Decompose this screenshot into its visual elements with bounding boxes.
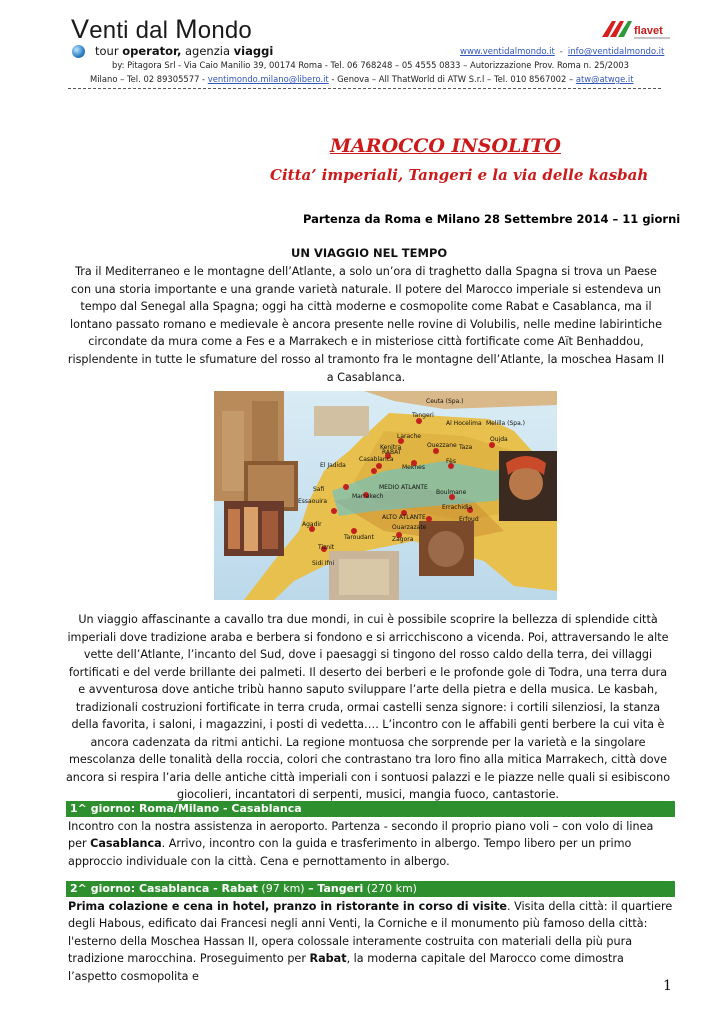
map-city-label: Al Hocelima <box>446 420 482 427</box>
day-2-heading-text: – Tangeri <box>308 882 364 895</box>
day-text-part: Incontro con la nostra assistenza in aeroporto. Partenza - secondo il proprio piano voli – con volo di linea per <box>68 820 654 851</box>
map-city-label: Melilla (Spa.) <box>486 420 526 427</box>
tagline-agency: agenzia <box>185 44 230 58</box>
globe-icon <box>72 45 85 58</box>
address-line-1: by: Pitagora Srl - Via Caio Manilio 39, 00174 Roma - Tel. 06 768248 – 05 4555 0833 – Autorizzazione Prov. Roma n. 25/2003 <box>112 60 629 70</box>
day-2-heading <box>66 881 675 897</box>
brand-part: ondo <box>197 17 252 44</box>
tagline <box>95 44 273 58</box>
map-city-label: ALTO ATLANTE <box>382 514 426 521</box>
page-subtitle: Citta’ imperiali, Tangeri e la via delle kasbah <box>270 166 649 184</box>
day-2-heading-distance: (270 km) <box>363 882 417 895</box>
map-city-label: Agadir <box>302 521 322 528</box>
tagline-tour: tour <box>95 44 119 58</box>
flavet-logo <box>600 17 672 43</box>
email-link[interactable]: info@ventidalmondo.it <box>567 47 665 57</box>
departure-info: Partenza da Roma e Milano 28 Settembre 2014 – 11 giorni <box>303 212 681 226</box>
map-city-label: Boulmane <box>436 489 467 496</box>
map-city-label: MEDIO ATLANTE <box>379 484 428 491</box>
header-links: www.ventidalmondo.it - info@ventidalmondo.it <box>460 47 665 57</box>
svg-text:flavet: flavet <box>634 25 663 37</box>
brand-initial-v: V <box>71 14 90 44</box>
tagline-viaggi: viaggi <box>233 44 274 58</box>
day-text-bold: Prima colazione e cena in hotel, pranzo in ristorante in corso di visite <box>68 900 508 913</box>
day-text-bold: Casablanca <box>90 837 162 851</box>
page-number: 1 <box>663 978 672 994</box>
map-city-label: Zagora <box>392 536 414 543</box>
website-link[interactable]: www.ventidalmondo.it <box>460 47 555 57</box>
milano-email-link[interactable]: ventimondo.milano@libero.it <box>207 74 329 84</box>
map-city-label: Larache <box>397 433 421 440</box>
page-title: MAROCCO INSOLITO <box>330 135 561 157</box>
day-1-heading <box>66 801 675 817</box>
atw-email-link[interactable]: atw@atwge.it <box>575 74 634 84</box>
day-text-part: . Visita della città: il quartiere degli Habous, edificato dai Francesi negli anni Venti, la Corniche e il monumento più famoso della città: l'esterno della Moschea Hassan II, opera colossale interamente costruita con materiali della più pura tradizione marocchina. Proseguimento per <box>68 900 673 966</box>
tagline-operator: operator, <box>122 44 182 58</box>
address-text: Milano – Tel. 02 89305577 - <box>90 74 208 84</box>
map-city-label: Casablanca <box>359 456 394 463</box>
map-city-label: Errachidia <box>442 504 473 511</box>
map-city-label: Taza <box>459 444 473 451</box>
day-text-part: . Arrivo, incontro con la guida e trasferimento in albergo. Tempo libero per un primo approccio individuale con la città. Cena e pernottamento in albergo. <box>68 837 632 868</box>
map-city-label: Safi <box>313 486 325 493</box>
day-text-bold: Rabat <box>309 952 347 966</box>
section-heading: UN VIAGGIO NEL TEMPO <box>291 246 448 260</box>
map-city-label: Meknes <box>402 464 425 471</box>
brand-part: enti dal <box>89 17 176 44</box>
header-divider <box>68 88 661 89</box>
day-text-part: , la moderna capitale del Marocco come dimostra l’aspetto cosmopolita e <box>68 952 624 983</box>
map-city-label: Sidi Ifni <box>312 560 335 567</box>
map-city-label: Ceuta (Spa.) <box>426 398 464 405</box>
day-2-text <box>68 898 674 985</box>
map-city-label: Essaouira <box>298 498 328 505</box>
brand-initial-m: M <box>175 14 198 44</box>
map-city-label: Kenitra <box>380 444 402 451</box>
map-city-label: Fès <box>446 458 456 465</box>
map-city-label: Marrakech <box>352 493 384 500</box>
description-paragraph: Un viaggio affascinante a cavallo tra due mondi, in cui è possibile scoprire la bellezza di splendide città imperiali dove tradizione araba e berbera si fondono e si arricchiscono a vicenda. Poi, attraversando le alte vette dell’Atlante, l’incanto del Sud, dove i paesaggi si tingono del rosso caldo della terra, dei villaggi fortificati e del verde brillante dei palmeti. Il deserto dei berberi e le profonde gole di Todra, una terra dura e avventurosa dove antiche tribù hanno saputo sviluppare l’arte della pietra e della musica. Le kasbah, tradizionali costruzioni fortificate in terra cruda, ormai castelli senza signore: i cortili silenziosi, la stanza della favorita, i saloni, i magazzini, i posti di vedetta…. L’incontro con le affabili genti berbere la cui vita è ancora cadenzata da ritmi antichi. La regione montuosa che sorprende per la varietà e la singolare mescolanza delle tonalità della roccia, colori che contrastano tra loro fino alla mitica Marrakech, città dove ancora si respira l’aria delle antiche città imperiali con i sontuosi palazzi e le piazze nelle quali si esibiscono giocolieri, incantatori di serpenti, musici, mangia fuoco, cantastorie. <box>65 613 671 801</box>
address-text: - Genova – All ThatWorld di ATW S.r.l – Tel. 010 8567002 – <box>328 74 576 84</box>
day-1-heading-text: 1^ giorno: Roma/Milano - Casablanca <box>70 802 302 815</box>
map-city-label: Tangeri <box>412 412 434 419</box>
brand-name <box>71 14 252 45</box>
day-2-heading-distance: (97 km) <box>257 882 309 895</box>
map-city-label: Erfoud <box>459 516 479 523</box>
map-city-label: Tiznit <box>318 544 335 551</box>
intro-paragraph: Tra il Mediterraneo e le montagne dell’Atlante, a solo un’ora di traghetto dalla Spagna si trova un Paese con una storia importante e una grande varietà naturale. Il potere del Marocco imperiale si estendeva un tempo dal Senegal alla Spagna; oggi ha città moderne e cosmopolite come Rabat e Casablanca, ma il lontano passato romano e medievale è ancora presente nelle rovine di Volubilis, nelle medine labirintiche circondate da mura come a Fes e a Marrakech e in misteriose città fortificate come Aït Benhaddou, risplendente in tutte le sfumature del rosso al tramonto fra le montagne dell’Atlante, la moschea Hasam II a Casablanca. <box>67 265 665 384</box>
map-city-label: Ouezzane <box>427 442 457 449</box>
day-1-text <box>68 818 674 870</box>
map-city-label: Ouarzazate <box>392 524 427 531</box>
map-city-label: El Jadida <box>320 462 346 469</box>
map-city-label: RABAT <box>382 449 402 456</box>
morocco-map-image <box>214 391 557 600</box>
address-line-2 <box>90 74 634 84</box>
map-city-label: Taroudant <box>344 534 374 541</box>
map-city-label: Oujda <box>490 436 508 443</box>
day-2-heading-text: 2^ giorno: Casablanca - Rabat <box>70 882 258 895</box>
